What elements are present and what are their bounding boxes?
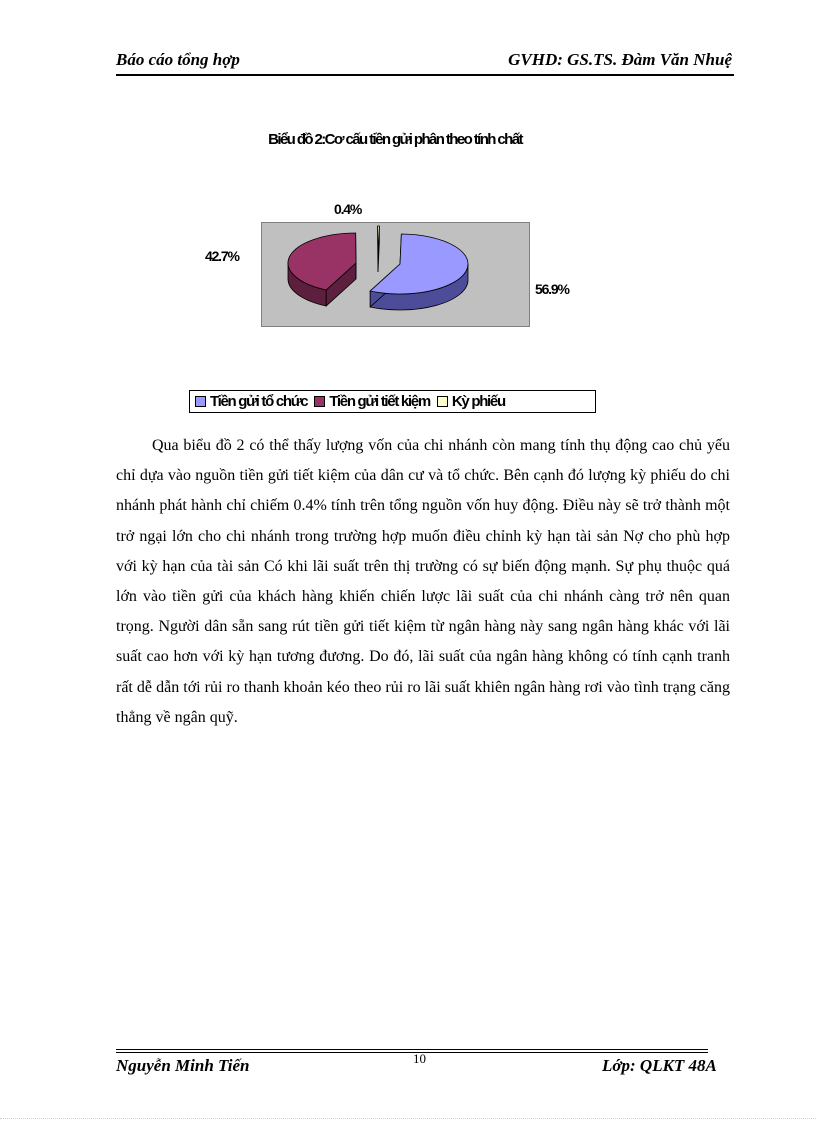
footer-rule-top (116, 1049, 708, 1050)
legend-label-tiet-kiem: Tiền gửi tiết kiệm (329, 393, 430, 410)
legend-swatch-tiet-kiem (314, 396, 325, 407)
pie-slice-ky-phieu (378, 226, 380, 272)
legend-label-to-chuc: Tiền gửi tổ chức (210, 393, 308, 410)
chart-legend (189, 390, 596, 413)
legend-item-tiet-kiem (314, 393, 430, 410)
legend-label-ky-phieu: Kỳ phiếu (451, 393, 505, 410)
legend-swatch-to-chuc (195, 396, 206, 407)
body-section (116, 431, 730, 733)
legend-swatch-ky-phieu (437, 396, 448, 407)
slice-label-ky-phieu: 0.4% (334, 201, 362, 217)
footer-class: Lớp: QLKT 48A (602, 1056, 717, 1075)
header-report-title: Báo cáo tổng hợp (116, 50, 240, 69)
footer-author: Nguyễn Minh Tiến (116, 1056, 250, 1075)
body-paragraph: Qua biểu đồ 2 có thể thấy lượng vốn của chi nhánh còn mang tính thụ động cao chủ yếu chỉ dựa vào nguồn tiền gửi tiết kiệm của dân cư và tổ chức. Bên cạnh đó lượng kỳ phiếu do chi nhánh phát hành chỉ chiếm 0.4% tính trên tổng nguồn vốn huy động. Điều này sẽ trở thành một trở ngại lớn cho chi nhánh trong trường hợp muốn điều chỉnh kỳ hạn tài sản Nợ cho phù hợp với kỳ hạn của tài sản Có khi lãi suất trên thị trường có sự biến động mạnh. Sự phụ thuộc quá lớn vào tiền gửi của khách hàng khiến chiến lược lãi suất của chi nhánh càng trở nên quan trọng. Người dân sẵn sang rút tiền gửi tiết kiệm từ ngân hàng này sang ngân hàng khác với lãi suất cao hơn với kỳ hạn tương đương. Do đó, lãi suất của ngân hàng không có tính cạnh tranh rất dễ dẫn tới rủi ro thanh khoản kéo theo rủi ro lãi suất khiên ngân hàng rơi vào tình trạng căng thẳng về ngân quỹ. (116, 437, 730, 726)
pie-slice-to-chuc (370, 234, 468, 310)
pie-slice-tiet-kiem (288, 233, 356, 306)
chart-title: Biểu đồ 2:Cơ cấu tiền gửi phân theo tính chất (268, 131, 522, 148)
slice-label-tiet-kiem: 42.7% (205, 248, 239, 264)
footer-rule-bottom (116, 1052, 708, 1053)
page-bottom-edge (0, 1118, 816, 1119)
page-number: 10 (413, 1051, 426, 1066)
header-supervisor: GVHD: GS.TS. Đàm Văn Nhuệ (508, 50, 732, 69)
legend-item-to-chuc (195, 393, 307, 410)
legend-item-ky-phieu (437, 393, 505, 410)
slice-label-to-chuc: 56.9% (535, 281, 569, 297)
